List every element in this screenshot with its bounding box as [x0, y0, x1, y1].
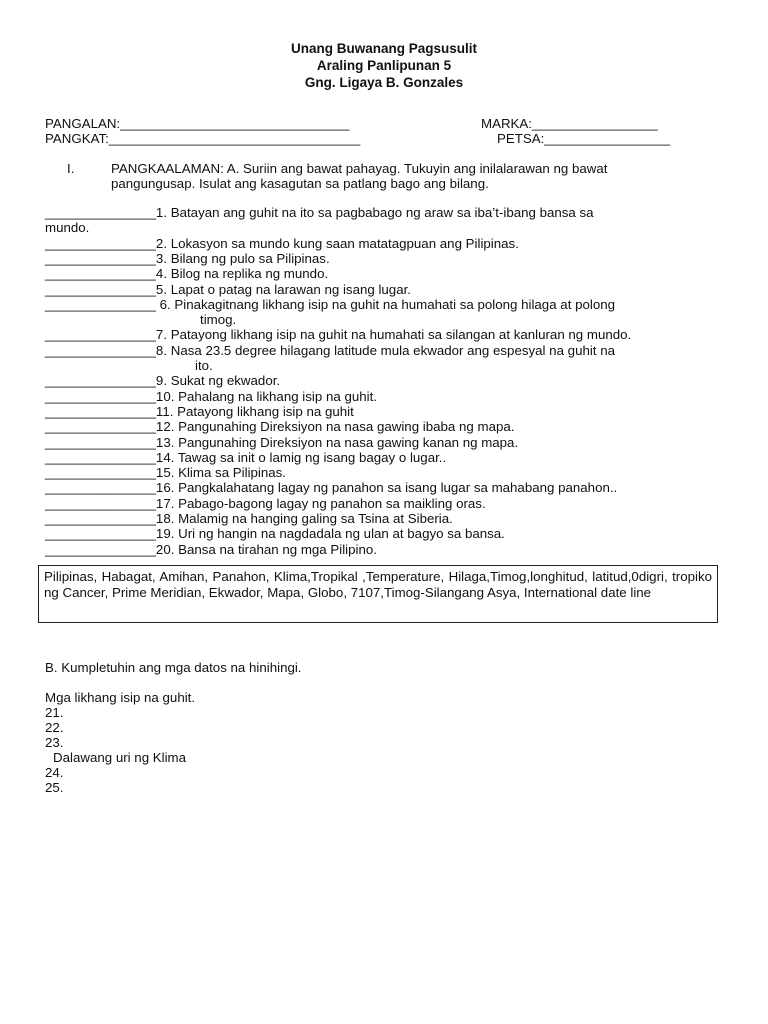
- question-item: [45, 266, 735, 281]
- answer-22: 22.: [45, 720, 64, 735]
- section-field: PANGKAT:__________________________________: [45, 131, 361, 146]
- question-item: [45, 404, 735, 419]
- question-text: _______________15. Klima sa Pilipinas.: [45, 465, 286, 481]
- part-b-group2: Dalawang uri ng Klima: [53, 750, 187, 765]
- grade-field: MARKA:_________________: [481, 116, 658, 131]
- question-item: [45, 205, 735, 235]
- question-item: [45, 450, 735, 465]
- question-text: _______________14. Tawag sa init o lamig ng isang bagay o lugar..: [45, 449, 447, 465]
- question-item: [45, 327, 735, 342]
- question-item: [45, 465, 735, 480]
- answer-25: 25.: [45, 780, 64, 795]
- question-text: _______________10. Pahalang na likhang isip na guhit.: [45, 388, 377, 404]
- question-text: _______________8. Nasa 23.5 degree hilagang latitude mula ekwador ang espesyal na guhit na: [45, 342, 615, 358]
- question-text: _______________4. Bilog na replika ng mundo.: [45, 266, 329, 282]
- question-text: _______________9. Sukat ng ekwador.: [45, 373, 281, 389]
- part-b-title: B. Kumpletuhin ang mga datos na hinihingi.: [45, 660, 302, 675]
- exam-title: Unang Buwanang Pagsusulit: [290, 41, 477, 56]
- question-item: [45, 389, 735, 404]
- question-item: [45, 435, 735, 450]
- question-text: _______________13. Pangunahing Direksiyon na nasa gawing kanan ng mapa.: [45, 434, 519, 450]
- question-item: [45, 297, 735, 327]
- answer-23: 23.: [45, 735, 64, 750]
- exam-teacher: Gng. Ligaya B. Gonzales: [304, 75, 464, 90]
- name-field: PANGALAN:_______________________________: [45, 116, 350, 131]
- question-text: _______________5. Lapat o patag na larawan ng isang lugar.: [45, 281, 411, 297]
- question-item: [45, 542, 735, 557]
- question-item: [45, 343, 735, 373]
- question-text: _______________1. Batayan ang guhit na ito sa pagbabago ng araw sa iba’t-ibang bansa sa: [45, 205, 594, 220]
- answer-21: 21.: [45, 705, 64, 720]
- question-text: _______________11. Patayong likhang isip na guhit: [45, 403, 354, 419]
- question-item: [45, 282, 735, 297]
- word-bank-box: [38, 565, 718, 623]
- question-item: [45, 236, 735, 251]
- question-text: _______________2. Lokasyon sa mundo kung saan matatagpuan ang Pilipinas.: [45, 235, 519, 251]
- question-text: _______________12. Pangunahing Direksiyon na nasa gawing ibaba ng mapa.: [45, 419, 515, 435]
- word-bank-text: Pilipinas, Habagat, Amihan, Panahon, Klima,Tropikal ,Temperature, Hilaga,Timog,longhitud, latitud,0digri, tropiko ng Cancer, Prime Meridian, Ekwador, Mapa, Globo, 7107,Timog-Silangang Asya, International date line: [44, 569, 712, 600]
- question-item: [45, 496, 735, 511]
- question-text-continuation: ito.: [195, 357, 213, 373]
- question-text-continuation: timog.: [200, 311, 237, 327]
- part-b-group1: Mga likhang isip na guhit.: [45, 690, 196, 705]
- question-item: [45, 511, 735, 526]
- question-item: [45, 480, 735, 495]
- question-text: _______________ 6. Pinakagitnang likhang isip na guhit na humahati sa polong hilaga at polong: [45, 296, 616, 312]
- question-text: _______________3. Bilang ng pulo sa Pilipinas.: [45, 250, 330, 266]
- exam-header: [0, 40, 768, 91]
- question-text: _______________19. Uri ng hangin na nagdadala ng ulan at bagyo sa bansa.: [45, 526, 505, 542]
- answer-24: 24.: [45, 765, 64, 780]
- question-text: _______________16. Pangkalahatang lagay ng panahon sa isang lugar sa mahabang panahon..: [45, 480, 618, 496]
- question-text-continuation: mundo.: [45, 220, 90, 235]
- question-text: _______________18. Malamig na hanging galing sa Tsina at Siberia.: [45, 511, 453, 526]
- exam-subject: Araling Panlipunan 5: [316, 58, 452, 73]
- instructions-line1: PANGKAALAMAN: A. Suriin ang bawat pahayag. Tukuyin ang inilalarawan ng bawat: [111, 161, 608, 176]
- question-item: [45, 373, 735, 388]
- question-text: _______________17. Pabago-bagong lagay ng panahon sa maikling oras.: [45, 495, 486, 511]
- question-item: [45, 251, 735, 266]
- question-text: _______________20. Bansa na tirahan ng mga Pilipino.: [45, 541, 377, 557]
- question-text: _______________7. Patayong likhang isip na guhit na humahati sa silangan at kanluran ng mundo.: [45, 327, 632, 343]
- part-number: I.: [67, 161, 75, 176]
- date-field: PETSA:_________________: [497, 131, 671, 146]
- instructions-line2: pangungusap. Isulat ang kasagutan sa patlang bago ang bilang.: [111, 176, 489, 191]
- question-item: [45, 419, 735, 434]
- question-item: [45, 526, 735, 541]
